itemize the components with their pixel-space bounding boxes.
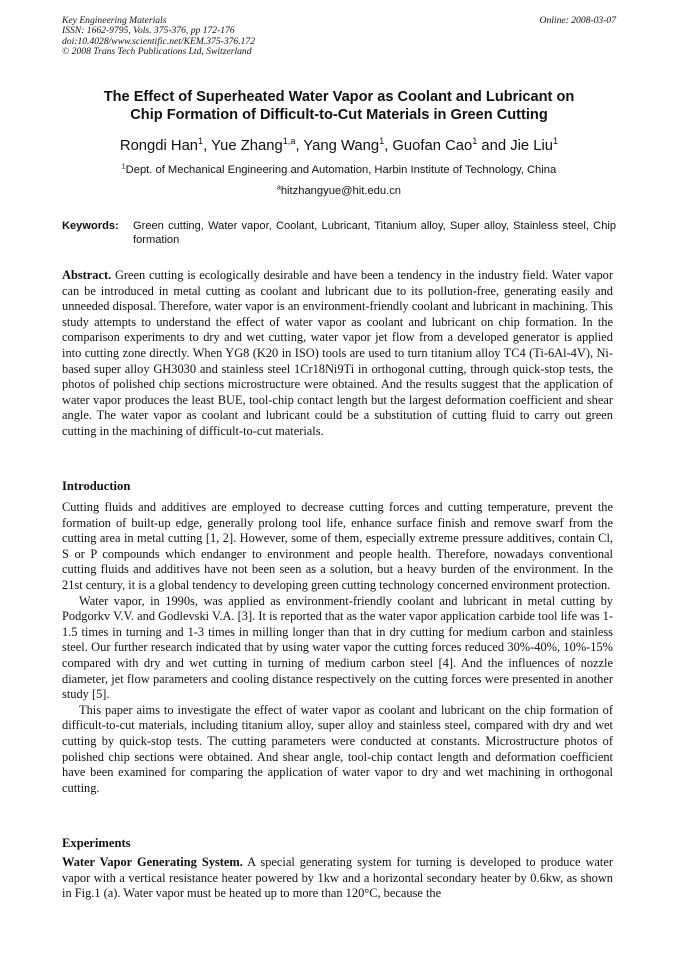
experiments-text: A special generating system for turning is developed to produce water vapor with a vertical resistance heater powered by 1kw and a horizontal secondary heater by 0.6kw, as shown in Fig.1 (a). Water vapor must be heated up to more than 120°C, because the: [62, 855, 614, 901]
subsection-lead: Water Vapor Generating System.: [62, 855, 243, 869]
keywords-block: [62, 220, 616, 248]
section-heading-introduction: Introduction: [62, 479, 131, 493]
issn-line: ISSN: 1662-9795, Vols. 375-376, pp 172-176: [62, 25, 235, 37]
title-line-1: The Effect of Superheated Water Vapor as Coolant and Lubricant on: [103, 89, 575, 105]
affiliation-text: Dept. of Mechanical Engineering and Automation, Harbin Institute of Technology, China: [125, 164, 557, 176]
paper-title: [62, 88, 616, 124]
doi-line: doi:10.4028/www.scientific.net/KEM.375-376.172: [62, 35, 256, 47]
author-separator: ,: [384, 138, 393, 154]
author-name: Guofan Cao: [392, 138, 473, 154]
author-separator: ,: [203, 138, 212, 154]
keywords-label: Keywords:: [62, 220, 119, 232]
author-sup: 1: [472, 136, 478, 147]
affiliation-sup: 1: [121, 163, 126, 171]
keywords-text: Green cutting, Water vapor, Coolant, Lubricant, Titanium alloy, Super alloy, Stainless steel, Chip formation: [133, 220, 616, 246]
author-and: and: [477, 138, 511, 154]
affiliation: [62, 162, 616, 178]
copyright-line: © 2008 Trans Tech Publications Ltd, Switzerland: [62, 46, 252, 58]
abstract-label: Abstract.: [62, 268, 112, 282]
author-separator: ,: [295, 138, 304, 154]
author-sup: 1: [553, 136, 559, 147]
email-line: [62, 183, 616, 199]
paragraph: This paper aims to investigate the effect of water vapor as coolant and lubricant on the chip formation of difficult-to-cut materials, including titanium alloy, super alloy and stainless steel, compared with dry and wet cutting by quick-stop tests. The cutting parameters were conducted at constants. Microstructure photos of polished chip sections were obtained. And shear angle, tool-chip contact length and deformation coefficient have been examined for comparing the application of water vapor to dry and wet machining in orthogonal cutting.: [62, 702, 613, 795]
author-sup: 1,a: [282, 136, 296, 147]
section-heading-experiments: Experiments: [62, 836, 131, 850]
author-name: Rongdi Han: [119, 138, 199, 154]
experiments-body: [62, 855, 613, 902]
email-address: hitzhangyue@hit.edu.cn: [280, 185, 402, 197]
author-sup: 1: [198, 136, 204, 147]
author-name: Yue Zhang: [211, 138, 283, 154]
author-name: Jie Liu: [510, 138, 554, 154]
journal-name: Key Engineering Materials: [62, 15, 167, 26]
author-sup: 1: [379, 136, 385, 147]
author-name: Yang Wang: [303, 138, 380, 154]
paragraph: Cutting fluids and additives are employed to decrease cutting forces and cutting temperature, prevent the formation of built-up edge, generally prolong tool life, enhance surface finish and remove swarf from the cutting area in metal cutting [1, 2]. However, some of them, especially extreme pressure additives, contain Cl, S or P compounds which endanger to environment and people health. Therefore, nowadays conventional cutting fluids and additives have not been seen as a solution, but a heavy burden of the environment. In the 21st century, it is a global tendency to developing green cutting technology concerned environment protection.: [62, 500, 613, 592]
abstract-text: Green cutting is ecologically desirable and have been a tendency in the industry field. Water vapor can be introduced in metal cutting as coolant and lubricant due to its pollution-free, generating easily and unneeded disposal. Therefore, water vapor is an environment-friendly coolant and lubricant in machining. This study attempts to understand the effect of water vapor as coolant and lubricant on chip formation. In the comparison experiments to dry and wet cutting, water vapor jet flow from a developed generator is applied into cutting zone directly. When YG8 (K20 in ISO) tools are used to turn titanium alloy TC4 (Ti-6Al-4V), Ni-based super alloy GH3030 and stainless steel 1Cr18Ni9Ti in orthogonal cutting, through quick-stop tests, the photos of polished chip sections microstructure were obtained. And the results suggest that the application of water vapor produces the least BUE, tool-chip contact length but the largest deformation coefficient and shear angle. The water vapor as coolant and lubricant could be a substitution of cutting fluid to carry out green cutting in the machining of difficult-to-cut materials.: [62, 268, 613, 438]
online-date: Online: 2008-03-07: [539, 15, 616, 26]
introduction-body: [62, 500, 613, 796]
journal-header: [62, 16, 255, 58]
email-sup: a: [276, 184, 281, 192]
paragraph: Water vapor, in 1990s, was applied as environment-friendly coolant and lubricant in metal cutting by Podgorkv V.V. and Godlevski V.A. [3]. It is reported that as the water vapor application carbide tool life was 1-1.5 times in turning and 1-3 times in milling longer than that in dry cutting for medium carbon and stainless steel. Our further research indicated that by using water vapor the cutting forces reduced 30%-40%, 10%-15% compared with dry and wet cutting in turning of medium carbon steel [4]. And the influences of nozzle diameter, jet flow parameters and cooling distance respectively on the cutting forces were presented in another study [5].: [62, 593, 613, 702]
title-line-2: Chip Formation of Difficult-to-Cut Materials in Green Cutting: [130, 107, 548, 123]
abstract: [62, 268, 613, 440]
author-list: [62, 136, 616, 156]
